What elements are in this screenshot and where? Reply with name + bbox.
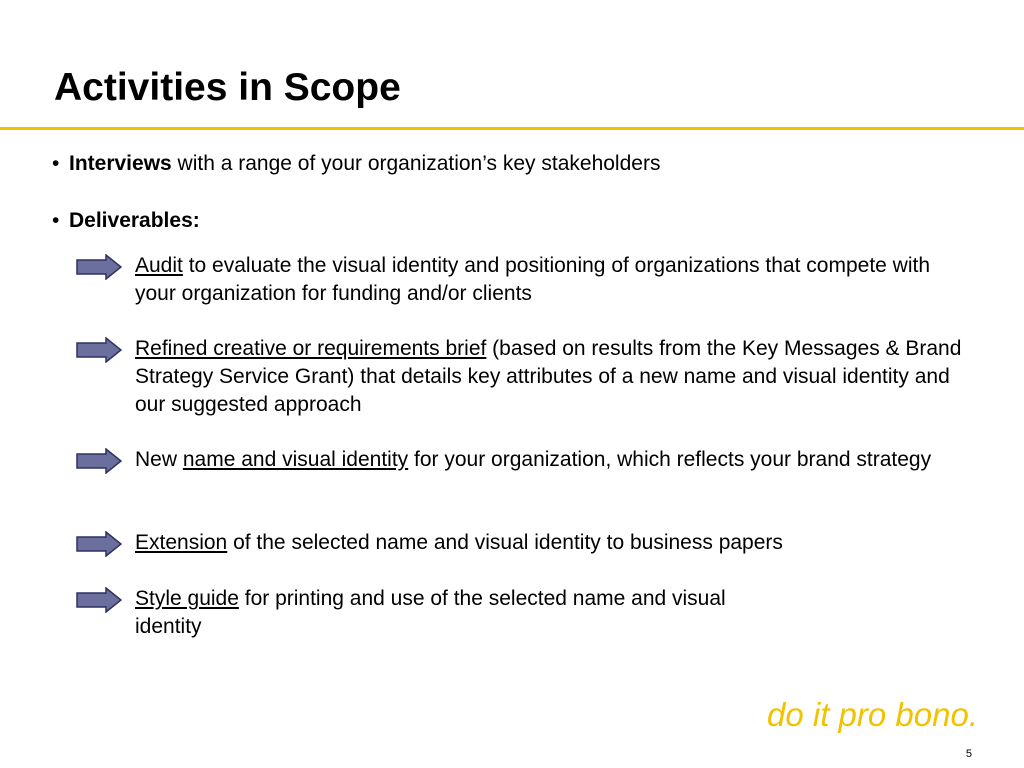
arrow-right-icon <box>76 337 122 363</box>
deliverable-text <box>135 252 975 308</box>
deliverable-text <box>135 335 975 419</box>
bullet-text: with a range of your organization’s key stakeholders <box>171 152 661 175</box>
title-divider <box>0 127 1024 130</box>
deliverable-description: to evaluate the visual identity and positioning of organizations that compete with your organization for funding and/or clients <box>135 254 931 305</box>
bullet-dot: • <box>52 209 60 232</box>
deliverable-description: of the selected name and visual identity to business papers <box>227 531 783 554</box>
deliverable-text <box>135 529 975 557</box>
bullet-dot: • <box>52 152 60 175</box>
arrow-right-icon <box>76 587 122 613</box>
tagline: do it pro bono. <box>767 696 978 733</box>
deliverable-text <box>135 585 795 641</box>
deliverable-link[interactable]: Extension <box>135 531 228 554</box>
bullet-bold: Deliverables: <box>69 209 200 232</box>
deliverable-description: for printing and use of the selected name and visual identity <box>135 587 726 638</box>
deliverable-link[interactable]: Refined creative or requirements brief <box>135 337 487 360</box>
bullet-deliverables <box>52 207 200 235</box>
bullet-bold: Interviews <box>69 152 172 175</box>
arrow-right-icon <box>76 254 122 280</box>
deliverable-description: (based on results from the Key Messages & Brand Strategy Service Grant) that details key attributes of a new name and visual identity and our suggested approach <box>135 337 962 416</box>
deliverable-link[interactable]: Audit <box>135 254 183 277</box>
deliverable-description: for your organization, which reflects your brand strategy <box>408 448 932 471</box>
deliverable-text <box>135 446 975 474</box>
page-number: 5 <box>965 748 972 760</box>
arrow-right-icon <box>76 448 122 474</box>
page-title: Activities in Scope <box>54 66 401 109</box>
bullet-interviews <box>52 150 660 178</box>
deliverable-prefix: New <box>135 448 183 471</box>
arrow-right-icon <box>76 531 122 557</box>
deliverable-link[interactable]: name and visual identity <box>182 448 409 471</box>
deliverable-link[interactable]: Style guide <box>135 587 239 610</box>
